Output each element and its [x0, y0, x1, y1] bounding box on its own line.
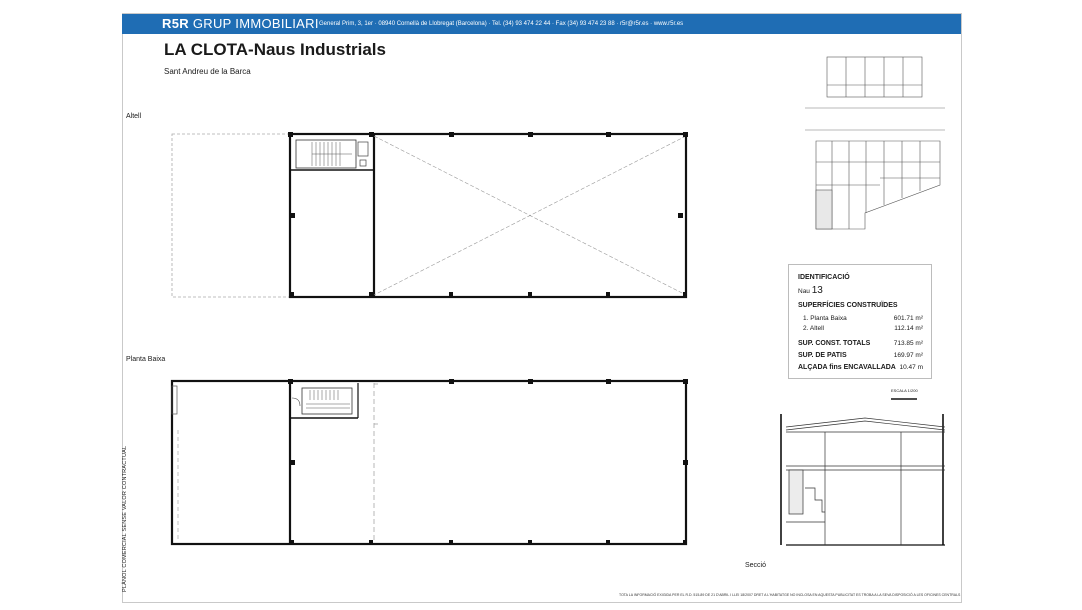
legal-footnote: TOTA LA INFORMACIÓ EXIGIDA PER EL R.D. 515-89 DE 21 D'ABRIL I LLEI 18/2007 DRET A L'HABITATGE NO INCLOSA EN AQUESTA PUBLICITAT ES TROBA A LA SEVA DISPOSICIÓ A LES OFICINES CENTRALS: [619, 593, 961, 597]
total-row-label: SUP. CONST. TOTALS: [798, 340, 871, 347]
surface-row-label: 2. Altell: [803, 325, 824, 332]
total-row-value: 169.97 m²: [893, 352, 923, 359]
identification-heading: IDENTIFICACIÓ: [798, 274, 850, 281]
vertical-disclaimer: PLÀNOL COMERCIAL SENSE VALOR CONTRACTUAL: [122, 445, 128, 592]
surface-row-value: 601.71 m²: [893, 315, 923, 322]
total-row-value: 713.85 m²: [893, 340, 923, 347]
building-section-drawing: [781, 399, 945, 545]
total-row-label: ALÇADA fins ENCAVALLADA: [798, 364, 896, 371]
total-row-value: 10.47 m: [899, 364, 923, 371]
contact-info: General Prim, 3, 1er · 08940 Cornellà de Llobregat (Barcelona) · Tel. (34) 93 474 22 44 · Fax (34) 93 474 23 88 · r5r@r5r.es · www.r5r.es: [319, 21, 684, 27]
surface-row-value: 112.14 m²: [894, 325, 923, 332]
total-row-label: SUP. DE PATIS: [798, 352, 847, 359]
scale-label: ESCALA 1/200: [891, 388, 918, 393]
ground-floor-label: Planta Baixa: [126, 356, 166, 363]
page-subtitle: Sant Andreu de la Barca: [164, 67, 251, 76]
site-location-map: [816, 141, 940, 229]
upper-floor-label: Altell: [126, 113, 142, 120]
page-title: LA CLOTA-Naus Industrials: [164, 40, 386, 59]
identification-panel: [788, 264, 932, 379]
unit-number: 13: [811, 285, 823, 296]
section-label: Secció: [745, 562, 767, 569]
site-elevation-thumbnail: [805, 57, 945, 130]
upper-floor-plan: [172, 132, 688, 297]
surfaces-heading: SUPERFÍCIES CONSTRUÏDES: [798, 302, 898, 309]
unit-label: Nau 13: [798, 285, 823, 296]
surface-row-label: 1. Planta Baixa: [803, 315, 847, 322]
company-logo: R5R GRUP IMMOBILIARI: [162, 16, 319, 31]
ground-floor-plan: [172, 379, 688, 544]
